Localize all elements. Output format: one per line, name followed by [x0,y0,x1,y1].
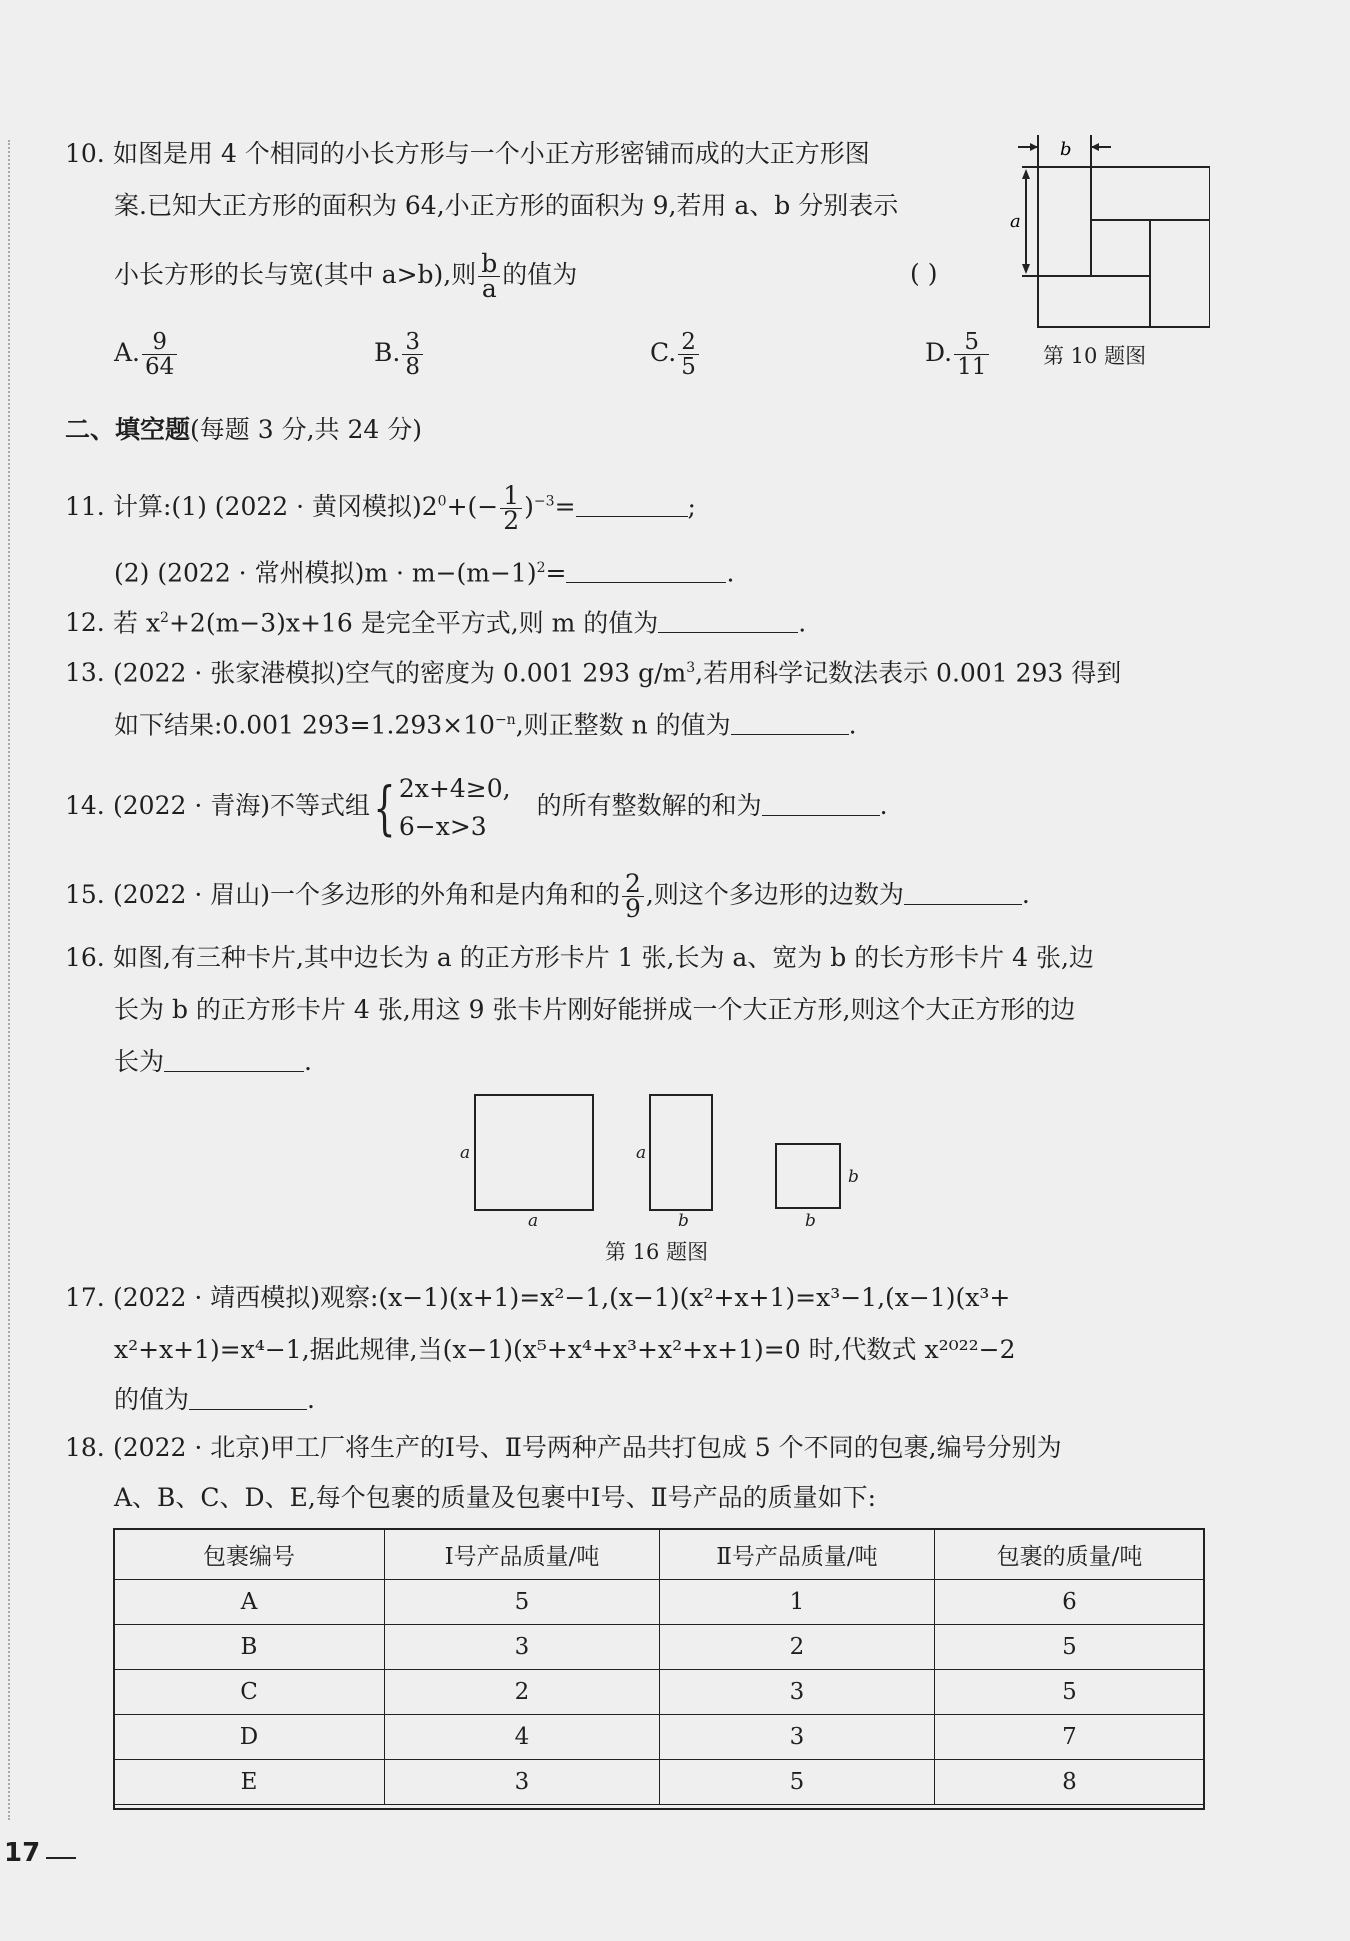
q15-end: . [1021,880,1030,909]
table-cell: 6 [935,1580,1205,1625]
frac-top: 9 [142,330,177,355]
q15-text-a: (2022 · 眉山)一个多边形的外角和是内角和的 [113,880,620,909]
table-row [114,1580,1205,1625]
table-cell: 3 [385,1760,660,1805]
frac-top: 1 [500,484,522,509]
table-cell: 8 [935,1760,1205,1805]
q10-choice-d[interactable] [925,330,991,379]
table-cell: 7 [935,1715,1205,1760]
q16-number: 16. [65,943,105,972]
q17-text-3: 的值为 [114,1385,190,1414]
q10-figure [1010,135,1210,335]
table-cell: 5 [935,1670,1205,1715]
q16-text-3: 长为 [114,1047,165,1076]
q13-sup-n: −n [494,712,516,728]
table-cell: D [114,1715,385,1760]
q16-caption: 第 16 题图 [605,1240,709,1264]
q11-blank-1[interactable] [576,492,688,517]
table-cell: A [114,1580,385,1625]
q10-text-3a: 小长方形的长与宽(其中 a>b),则 [114,260,477,289]
q10-line3 [114,249,578,303]
card3-bottom-label: b [805,1211,816,1228]
q18-number: 18. [65,1433,105,1462]
section2-heading [65,414,422,446]
table-cell: 3 [660,1670,935,1715]
choice-fraction [142,330,177,379]
q16-end: . [304,1047,312,1076]
q11-sup: 0 [437,493,447,510]
choice-letter: A. [114,338,141,367]
frac-bottom: 9 [624,894,641,923]
q15-blank[interactable] [904,880,1022,905]
q15-text-b: ,则这个多边形的边数为 [645,880,904,909]
q18-line2: A、B、C、D、E,每个包裹的质量及包裹中Ⅰ号、Ⅱ号产品的质量如下: [114,1483,877,1512]
margin-dotted-line [8,140,10,1820]
q13-text-2a: 如下结果:0.001 293=1.293×10 [114,710,495,740]
frac-bottom: 8 [405,354,420,380]
q11-line1 [65,481,696,535]
table-row [114,1760,1205,1805]
q14-system [399,770,511,846]
q16-line2: 长为 b 的正方形卡片 4 张,用这 9 张卡片刚好能拼成一个大正方形,则这个大正方形的边 [114,995,1076,1024]
frac-top: 2 [622,872,644,897]
section2-note: (每题 3 分,共 24 分) [190,415,422,444]
table-cell: 5 [660,1760,935,1805]
q14-end: . [879,791,888,820]
q16-figure [455,1088,875,1228]
choice-letter: C. [650,338,677,367]
q14-text-a: (2022 · 青海)不等式组 [113,791,370,820]
q11-text-a: 计算:(1) (2022 · 黄冈模拟)2 [113,492,438,521]
q15-fraction [622,869,644,923]
q14-ineq-1: 2x+4≥0, [398,773,511,803]
q14-text-b: 的所有整数解的和为 [536,791,762,820]
q14-line [65,766,888,846]
q10-choice-a[interactable] [114,330,179,379]
table-cell: 4 [385,1715,660,1760]
q17-line3 [114,1384,315,1416]
frac-bottom: 11 [957,354,987,380]
q10-answer-paren: ( ) [910,259,938,288]
choice-fraction [954,330,989,379]
q11-text-2b: = [545,558,567,588]
q14-ineq-2: 6−x>3 [398,811,487,841]
q17-line2: x²+x+1)=x⁴−1,据此规律,当(x−1)(x⁵+x⁴+x³+x²+x+1)=0 时,代数式 x²⁰²²−2 [114,1335,1016,1364]
q12-number: 12. [65,608,105,638]
q14-number: 14. [65,791,105,820]
table-row [114,1670,1205,1715]
q11-sup-2: 2 [536,560,546,576]
table-header: 包裹编号 [114,1529,385,1580]
fig10-label-b: b [1060,139,1072,160]
q17-number: 17. [65,1283,105,1312]
card1-bottom-label: a [528,1211,539,1228]
choice-fraction [402,330,423,379]
table-cell: 3 [385,1625,660,1670]
q12-blank[interactable] [658,608,798,633]
section2-title: 二、填空题 [65,415,191,444]
q13-text-2b: ,则正整数 n 的值为 [515,710,731,740]
q11-text-d: = [554,492,576,521]
frac-bottom: 64 [145,354,175,380]
q11-fraction [500,481,522,535]
frac-top: 2 [678,330,699,355]
card-square-b [776,1144,840,1208]
table-cell: 1 [660,1580,935,1625]
q10-line2: 案.已知大正方形的面积为 64,小正方形的面积为 9,若用 a、b 分别表示 [114,191,899,220]
card2-side-label: a [636,1143,647,1163]
frac-top: 5 [954,330,989,355]
card-rect-ab [650,1095,712,1210]
q12-end: . [798,608,807,638]
q16-line1 [65,942,1094,974]
table-cell: E [114,1760,385,1805]
table-cell: 3 [660,1715,935,1760]
q17-text-1: (2022 · 靖西模拟)观察:(x−1)(x+1)=x²−1,(x−1)(x²+x+1)=x³−1,(x−1)(x³+ [113,1283,1011,1312]
table-cell: 5 [385,1580,660,1625]
q11-sup-exp: −3 [533,493,555,510]
table-cell: 2 [385,1670,660,1715]
q10-line1 [65,138,870,170]
q14-brace: { [373,773,396,842]
table-header: 包裹的质量/吨 [935,1529,1205,1580]
q11-line2 [114,552,734,589]
page-number-dash [46,1857,76,1859]
fig10-label-a: a [1010,211,1021,232]
table-row [114,1715,1205,1760]
q17-blank[interactable] [189,1385,307,1410]
q10-choice-b[interactable] [374,330,425,379]
table-cell: B [114,1625,385,1670]
q10-frac-bottom: a [481,274,497,303]
frac-bottom: 5 [681,354,696,380]
q12-line [65,602,806,639]
q10-text-3b: 的值为 [502,260,578,289]
q16-blank[interactable] [164,1047,304,1072]
q17-line1 [65,1282,1010,1314]
q18-text-1: (2022 · 北京)甲工厂将生产的Ⅰ号、Ⅱ号两种产品共打包成 5 个不同的包裹,编号分别为 [113,1433,1062,1462]
table-cell: C [114,1670,385,1715]
card3-side-label: b [848,1167,859,1187]
q18-table [113,1528,1205,1805]
q13-line1 [65,652,1121,689]
q10-number: 10. [65,139,105,168]
q15-line [65,869,1030,923]
table-header-row [114,1529,1205,1580]
q10-fraction [478,249,500,303]
q10-frac-top: b [478,252,500,277]
q11-text-2a: (2) (2022 · 常州模拟)m · m−(m−1) [114,558,537,588]
frac-top: 3 [402,330,423,355]
q11-end-2: . [726,558,735,588]
q13-text-b: ,若用科学记数法表示 0.001 293 得到 [695,658,1122,688]
frac-bottom: 2 [503,506,520,535]
choice-letter: D. [925,338,953,367]
q11-text-c: ) [524,492,534,521]
choice-letter: B. [374,338,401,367]
q13-number: 13. [65,658,105,688]
q13-sup: 3 [686,660,696,676]
q13-end: . [848,710,857,740]
table-row [114,1625,1205,1670]
table-cell: 5 [935,1625,1205,1670]
q14-blank[interactable] [762,791,880,816]
card-square-a [475,1095,593,1210]
q12-text-b: +2(m−3)x+16 是完全平方式,则 m 的值为 [168,608,659,638]
card1-side-label: a [460,1143,471,1163]
q18-line1 [65,1432,1062,1464]
table-cell: 2 [660,1625,935,1670]
q10-text-1: 如图是用 4 个相同的小长方形与一个小正方形密铺而成的大正方形图 [113,139,870,168]
q11-end-1: ; [687,492,696,521]
card2-bottom-label: b [678,1211,689,1228]
q11-number: 11. [65,492,105,521]
choice-fraction [678,330,699,379]
page-number: 17 [4,1838,41,1868]
q17-end: . [307,1385,315,1414]
q11-text-b: +(− [446,492,499,521]
q15-number: 15. [65,880,105,909]
q16-text-1: 如图,有三种卡片,其中边长为 a 的正方形卡片 1 张,长为 a、宽为 b 的长方形卡片 4 张,边 [113,943,1094,972]
table-header: Ⅱ号产品质量/吨 [660,1529,935,1580]
big-square [1038,167,1210,327]
q12-text-a: 若 x [113,608,161,638]
table-header: Ⅰ号产品质量/吨 [385,1529,660,1580]
q11-blank-2[interactable] [566,558,726,583]
q12-sup: 2 [160,610,169,626]
q10-choice-c[interactable] [650,330,701,379]
q10-caption: 第 10 题图 [1043,344,1147,368]
q13-blank[interactable] [731,710,849,735]
q13-line2 [114,704,857,741]
q16-line3 [114,1046,312,1078]
q13-text-a: (2022 · 张家港模拟)空气的密度为 0.001 293 g/m [113,658,687,688]
